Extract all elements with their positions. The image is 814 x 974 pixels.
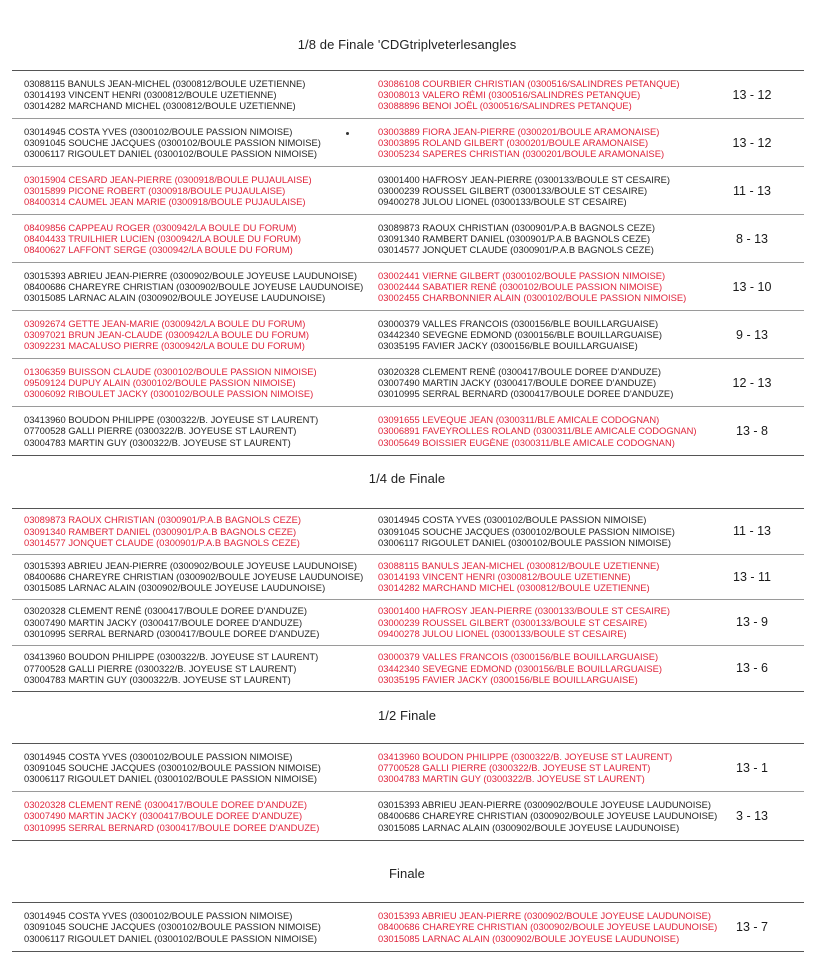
player-line: 08409856 CAPPEAU ROGER (0300942/LA BOULE DU FORUM) xyxy=(24,221,297,233)
round-title: 1/2 Finale xyxy=(377,708,437,723)
team-left xyxy=(24,903,321,951)
player-line: 03020328 CLEMENT RENÉ (0300417/BOULE DOREE D'ANDUZE) xyxy=(24,799,307,811)
round-title: Finale xyxy=(388,866,425,881)
team-right xyxy=(378,509,675,554)
player-line: 03003889 FIORA JEAN-PIERRE (0300201/BOULE ARAMONAISE) xyxy=(378,125,660,137)
player-line: 03004783 MARTIN GUY (0300322/B. JOYEUSE ST LAURENT) xyxy=(24,673,291,685)
player-line: 03007490 MARTIN JACKY (0300417/BOULE DOREE D'ANDUZE) xyxy=(24,616,303,628)
round-results-table xyxy=(12,743,804,841)
match-row xyxy=(12,263,804,311)
player-line: 08400314 CAUMEL JEAN MARIE (0300918/BOULE PUJAULAISE) xyxy=(24,196,306,208)
match-score: 13 - 9 xyxy=(736,615,768,630)
match-score: 11 - 13 xyxy=(733,183,771,198)
team-right xyxy=(378,744,672,791)
player-line: 03035195 FAVIER JACKY (0300156/BLE BOUILLARGUAISE) xyxy=(378,673,638,685)
player-line: 08400686 CHAREYRE CHRISTIAN (0300902/BOULE JOYEUSE LAUDUNOISE) xyxy=(24,280,364,292)
scan-speck xyxy=(346,132,349,135)
team-right xyxy=(378,903,717,951)
match-row xyxy=(12,407,804,455)
player-line: 03413960 BOUDON PHILIPPE (0300322/B. JOYEUSE ST LAURENT) xyxy=(24,414,319,426)
match-score: 13 - 6 xyxy=(736,661,768,676)
team-left xyxy=(24,646,318,692)
player-line: 03015904 CESARD JEAN-PIERRE (0300918/BOULE PUJAULAISE) xyxy=(24,173,312,185)
player-line: 03015393 ABRIEU JEAN-PIERRE (0300902/BOULE JOYEUSE LAUDUNOISE) xyxy=(24,559,357,571)
player-line: 03091340 RAMBERT DANIEL (0300901/P.A.B BAGNOLS CEZE) xyxy=(378,232,651,244)
player-line: 03008013 VALERO RÉMI (0300516/SALINDRES PETANQUE) xyxy=(378,88,641,100)
player-line: 03010995 SERRAL BERNARD (0300417/BOULE DOREE D'ANDUZE) xyxy=(24,821,320,833)
player-line: 03413960 BOUDON PHILIPPE (0300322/B. JOYEUSE ST LAURENT) xyxy=(378,750,673,762)
player-line: 03010995 SERRAL BERNARD (0300417/BOULE DOREE D'ANDUZE) xyxy=(24,627,320,639)
team-right xyxy=(378,263,686,310)
match-row xyxy=(12,600,804,646)
match-row xyxy=(12,555,804,601)
team-right xyxy=(378,792,717,840)
match-score: 9 - 13 xyxy=(736,327,768,342)
round-title: 1/8 de Finale 'CDGtriplveterlesangles xyxy=(297,37,517,52)
player-line: 03091045 SOUCHE JACQUES (0300102/BOULE PASSION NIMOISE) xyxy=(24,921,321,933)
player-line: 03014945 COSTA YVES (0300102/BOULE PASSION NIMOISE) xyxy=(24,125,293,137)
team-left xyxy=(24,555,363,600)
match-score: 13 - 10 xyxy=(732,279,772,294)
round-title: 1/4 de Finale xyxy=(368,471,446,486)
player-line: 03035195 FAVIER JACKY (0300156/BLE BOUILLARGUAISE) xyxy=(378,340,638,352)
match-score: 8 - 13 xyxy=(736,231,768,246)
match-row xyxy=(12,744,804,792)
team-right xyxy=(378,646,662,692)
player-line: 08404433 TRUILHIER LUCIEN (0300942/LA BOULE DU FORUM) xyxy=(24,232,302,244)
player-line: 03442340 SEVEGNE EDMOND (0300156/BLE BOUILLARGUAISE) xyxy=(378,662,662,674)
match-row xyxy=(12,646,804,692)
player-line: 03002441 VIERNE GILBERT (0300102/BOULE PASSION NIMOISE) xyxy=(378,269,666,281)
match-row xyxy=(12,792,804,840)
player-line: 03014945 COSTA YVES (0300102/BOULE PASSION NIMOISE) xyxy=(24,910,293,922)
team-right xyxy=(378,600,670,645)
player-line: 03014577 JONQUET CLAUDE (0300901/P.A.B BAGNOLS CEZE) xyxy=(24,536,300,548)
match-row xyxy=(12,311,804,359)
player-line: 03091340 RAMBERT DANIEL (0300901/P.A.B BAGNOLS CEZE) xyxy=(24,525,297,537)
match-row xyxy=(12,119,804,167)
player-line: 08400686 CHAREYRE CHRISTIAN (0300902/BOULE JOYEUSE LAUDUNOISE) xyxy=(24,571,364,583)
team-left xyxy=(24,311,309,358)
team-right xyxy=(378,359,673,406)
player-line: 03000239 ROUSSEL GILBERT (0300133/BOULE ST CESAIRE) xyxy=(378,184,648,196)
player-line: 03014282 MARCHAND MICHEL (0300812/BOULE UZETIENNE) xyxy=(378,582,650,594)
team-left xyxy=(24,509,301,554)
player-line: 03015393 ABRIEU JEAN-PIERRE (0300902/BOULE JOYEUSE LAUDUNOISE) xyxy=(378,910,711,922)
match-row xyxy=(12,71,804,119)
team-left xyxy=(24,359,317,406)
player-line: 03006117 RIGOULET DANIEL (0300102/BOULE PASSION NIMOISE) xyxy=(24,148,318,160)
player-line: 03014945 COSTA YVES (0300102/BOULE PASSION NIMOISE) xyxy=(378,514,647,526)
match-row xyxy=(12,509,804,555)
player-line: 03091045 SOUCHE JACQUES (0300102/BOULE PASSION NIMOISE) xyxy=(378,525,675,537)
player-line: 03014945 COSTA YVES (0300102/BOULE PASSION NIMOISE) xyxy=(24,750,293,762)
team-right xyxy=(378,215,655,262)
match-score: 3 - 13 xyxy=(736,809,768,823)
player-line: 09400278 JULOU LIONEL (0300133/BOULE ST CESAIRE) xyxy=(378,196,627,208)
player-line: 03015085 LARNAC ALAIN (0300902/BOULE JOYEUSE LAUDUNOISE) xyxy=(378,821,680,833)
player-line: 03007490 MARTIN JACKY (0300417/BOULE DOREE D'ANDUZE) xyxy=(24,810,303,822)
team-left xyxy=(24,167,312,214)
player-line: 03442340 SEVEGNE EDMOND (0300156/BLE BOUILLARGUAISE) xyxy=(378,328,662,340)
player-line: 03005649 BOISSIER EUGÈNE (0300311/BLE AMICALE CODOGNAN) xyxy=(378,436,675,448)
match-score: 13 - 12 xyxy=(732,87,772,102)
player-line: 03089873 RAOUX CHRISTIAN (0300901/P.A.B BAGNOLS CEZE) xyxy=(378,221,656,233)
round-results-table xyxy=(12,70,804,456)
team-left xyxy=(24,215,301,262)
match-score: 13 - 1 xyxy=(736,760,768,775)
player-line: 03000379 VALLES FRANCOIS (0300156/BLE BOUILLARGUAISE) xyxy=(378,317,659,329)
player-line: 08400627 LAFFONT SERGE (0300942/LA BOULE DU FORUM) xyxy=(24,244,293,256)
player-line: 03015085 LARNAC ALAIN (0300902/BOULE JOYEUSE LAUDUNOISE) xyxy=(378,932,680,944)
player-line: 03006092 RIBOULET JACKY (0300102/BOULE PASSION NIMOISE) xyxy=(24,388,314,400)
player-line: 03001400 HAFROSY JEAN-PIERRE (0300133/BOULE ST CESAIRE) xyxy=(378,173,670,185)
team-left xyxy=(24,600,319,645)
player-line: 09509124 DUPUY ALAIN (0300102/BOULE PASSION NIMOISE) xyxy=(24,376,296,388)
match-row xyxy=(12,359,804,407)
player-line: 03010995 SERRAL BERNARD (0300417/BOULE DOREE D'ANDUZE) xyxy=(378,388,674,400)
team-right xyxy=(378,311,662,358)
player-line: 03020328 CLEMENT RENÉ (0300417/BOULE DOREE D'ANDUZE) xyxy=(24,605,307,617)
player-line: 03006891 FAVEYROLLES ROLAND (0300311/BLE AMICALE CODOGNAN) xyxy=(378,425,697,437)
team-left xyxy=(24,792,319,840)
player-line: 03007490 MARTIN JACKY (0300417/BOULE DOREE D'ANDUZE) xyxy=(378,376,657,388)
player-line: 03091655 LEVEQUE JEAN (0300311/BLE AMICALE CODOGNAN) xyxy=(378,414,660,426)
player-line: 03015393 ABRIEU JEAN-PIERRE (0300902/BOULE JOYEUSE LAUDUNOISE) xyxy=(378,799,711,811)
team-left xyxy=(24,119,321,166)
player-line: 07700528 GALLI PIERRE (0300322/B. JOYEUSE ST LAURENT) xyxy=(24,425,297,437)
player-line: 03014193 VINCENT HENRI (0300812/BOULE UZETIENNE) xyxy=(24,88,277,100)
player-line: 03014193 VINCENT HENRI (0300812/BOULE UZETIENNE) xyxy=(378,571,631,583)
player-line: 03003895 ROLAND GILBERT (0300201/BOULE ARAMONAISE) xyxy=(378,136,649,148)
team-right xyxy=(378,407,697,455)
player-line: 03005234 SAPERES CHRISTIAN (0300201/BOULE ARAMONAISE) xyxy=(378,148,665,160)
match-score: 13 - 12 xyxy=(732,135,772,150)
match-row xyxy=(12,215,804,263)
team-right xyxy=(378,167,670,214)
player-line: 03020328 CLEMENT RENÉ (0300417/BOULE DOREE D'ANDUZE) xyxy=(378,365,661,377)
player-line: 03015085 LARNAC ALAIN (0300902/BOULE JOYEUSE LAUDUNOISE) xyxy=(24,292,326,304)
match-score: 13 - 11 xyxy=(733,569,771,584)
player-line: 03014577 JONQUET CLAUDE (0300901/P.A.B BAGNOLS CEZE) xyxy=(378,244,654,256)
player-line: 03089873 RAOUX CHRISTIAN (0300901/P.A.B BAGNOLS CEZE) xyxy=(24,514,302,526)
team-left xyxy=(24,407,318,455)
player-line: 03015899 PICONE ROBERT (0300918/BOULE PUJAULAISE) xyxy=(24,184,286,196)
player-line: 03091045 SOUCHE JACQUES (0300102/BOULE PASSION NIMOISE) xyxy=(24,136,321,148)
match-score: 11 - 13 xyxy=(733,524,771,539)
player-line: 03088896 BENOI JOËL (0300516/SALINDRES PETANQUE) xyxy=(378,100,632,112)
player-line: 03004783 MARTIN GUY (0300322/B. JOYEUSE ST LAURENT) xyxy=(378,773,645,785)
player-line: 03092231 MACALUSO PIERRE (0300942/LA BOULE DU FORUM) xyxy=(24,340,305,352)
player-line: 03015393 ABRIEU JEAN-PIERRE (0300902/BOULE JOYEUSE LAUDUNOISE) xyxy=(24,269,357,281)
team-right xyxy=(378,119,664,166)
round-results-table xyxy=(12,902,804,952)
match-row xyxy=(12,167,804,215)
player-line: 03000379 VALLES FRANCOIS (0300156/BLE BOUILLARGUAISE) xyxy=(378,651,659,663)
player-line: 03086108 COURBIER CHRISTIAN (0300516/SALINDRES PETANQUE) xyxy=(378,77,680,89)
player-line: 03413960 BOUDON PHILIPPE (0300322/B. JOYEUSE ST LAURENT) xyxy=(24,651,319,663)
player-line: 03002455 CHARBONNIER ALAIN (0300102/BOULE PASSION NIMOISE) xyxy=(378,292,687,304)
player-line: 03088115 BANULS JEAN-MICHEL (0300812/BOULE UZETIENNE) xyxy=(378,559,660,571)
round-results-table xyxy=(12,508,804,692)
player-line: 03006117 RIGOULET DANIEL (0300102/BOULE PASSION NIMOISE) xyxy=(24,773,318,785)
player-line: 03006117 RIGOULET DANIEL (0300102/BOULE PASSION NIMOISE) xyxy=(24,932,318,944)
team-left xyxy=(24,263,363,310)
player-line: 08400686 CHAREYRE CHRISTIAN (0300902/BOULE JOYEUSE LAUDUNOISE) xyxy=(378,921,718,933)
player-line: 03001400 HAFROSY JEAN-PIERRE (0300133/BOULE ST CESAIRE) xyxy=(378,605,670,617)
match-row xyxy=(12,903,804,951)
team-right xyxy=(378,71,680,118)
match-score: 12 - 13 xyxy=(732,375,772,390)
player-line: 08400686 CHAREYRE CHRISTIAN (0300902/BOULE JOYEUSE LAUDUNOISE) xyxy=(378,810,718,822)
player-line: 03097021 BRUN JEAN-CLAUDE (0300942/LA BOULE DU FORUM) xyxy=(24,328,310,340)
player-line: 01306359 BUISSON CLAUDE (0300102/BOULE PASSION NIMOISE) xyxy=(24,365,317,377)
player-line: 03092674 GETTE JEAN-MARIE (0300942/LA BOULE DU FORUM) xyxy=(24,317,306,329)
player-line: 03015085 LARNAC ALAIN (0300902/BOULE JOYEUSE LAUDUNOISE) xyxy=(24,582,326,594)
player-line: 03002444 SABATIER RENÉ (0300102/BOULE PASSION NIMOISE) xyxy=(378,280,663,292)
player-line: 07700528 GALLI PIERRE (0300322/B. JOYEUSE ST LAURENT) xyxy=(24,662,297,674)
player-line: 03014282 MARCHAND MICHEL (0300812/BOULE UZETIENNE) xyxy=(24,100,296,112)
player-line: 03004783 MARTIN GUY (0300322/B. JOYEUSE ST LAURENT) xyxy=(24,436,291,448)
player-line: 03000239 ROUSSEL GILBERT (0300133/BOULE ST CESAIRE) xyxy=(378,616,648,628)
player-line: 03088115 BANULS JEAN-MICHEL (0300812/BOULE UZETIENNE) xyxy=(24,77,306,89)
team-left xyxy=(24,744,321,791)
player-line: 07700528 GALLI PIERRE (0300322/B. JOYEUSE ST LAURENT) xyxy=(378,761,651,773)
player-line: 03006117 RIGOULET DANIEL (0300102/BOULE PASSION NIMOISE) xyxy=(378,536,672,548)
player-line: 03091045 SOUCHE JACQUES (0300102/BOULE PASSION NIMOISE) xyxy=(24,761,321,773)
match-score: 13 - 8 xyxy=(736,424,768,438)
team-right xyxy=(378,555,659,600)
match-score: 13 - 7 xyxy=(736,920,768,934)
team-left xyxy=(24,71,305,118)
player-line: 09400278 JULOU LIONEL (0300133/BOULE ST CESAIRE) xyxy=(378,627,627,639)
